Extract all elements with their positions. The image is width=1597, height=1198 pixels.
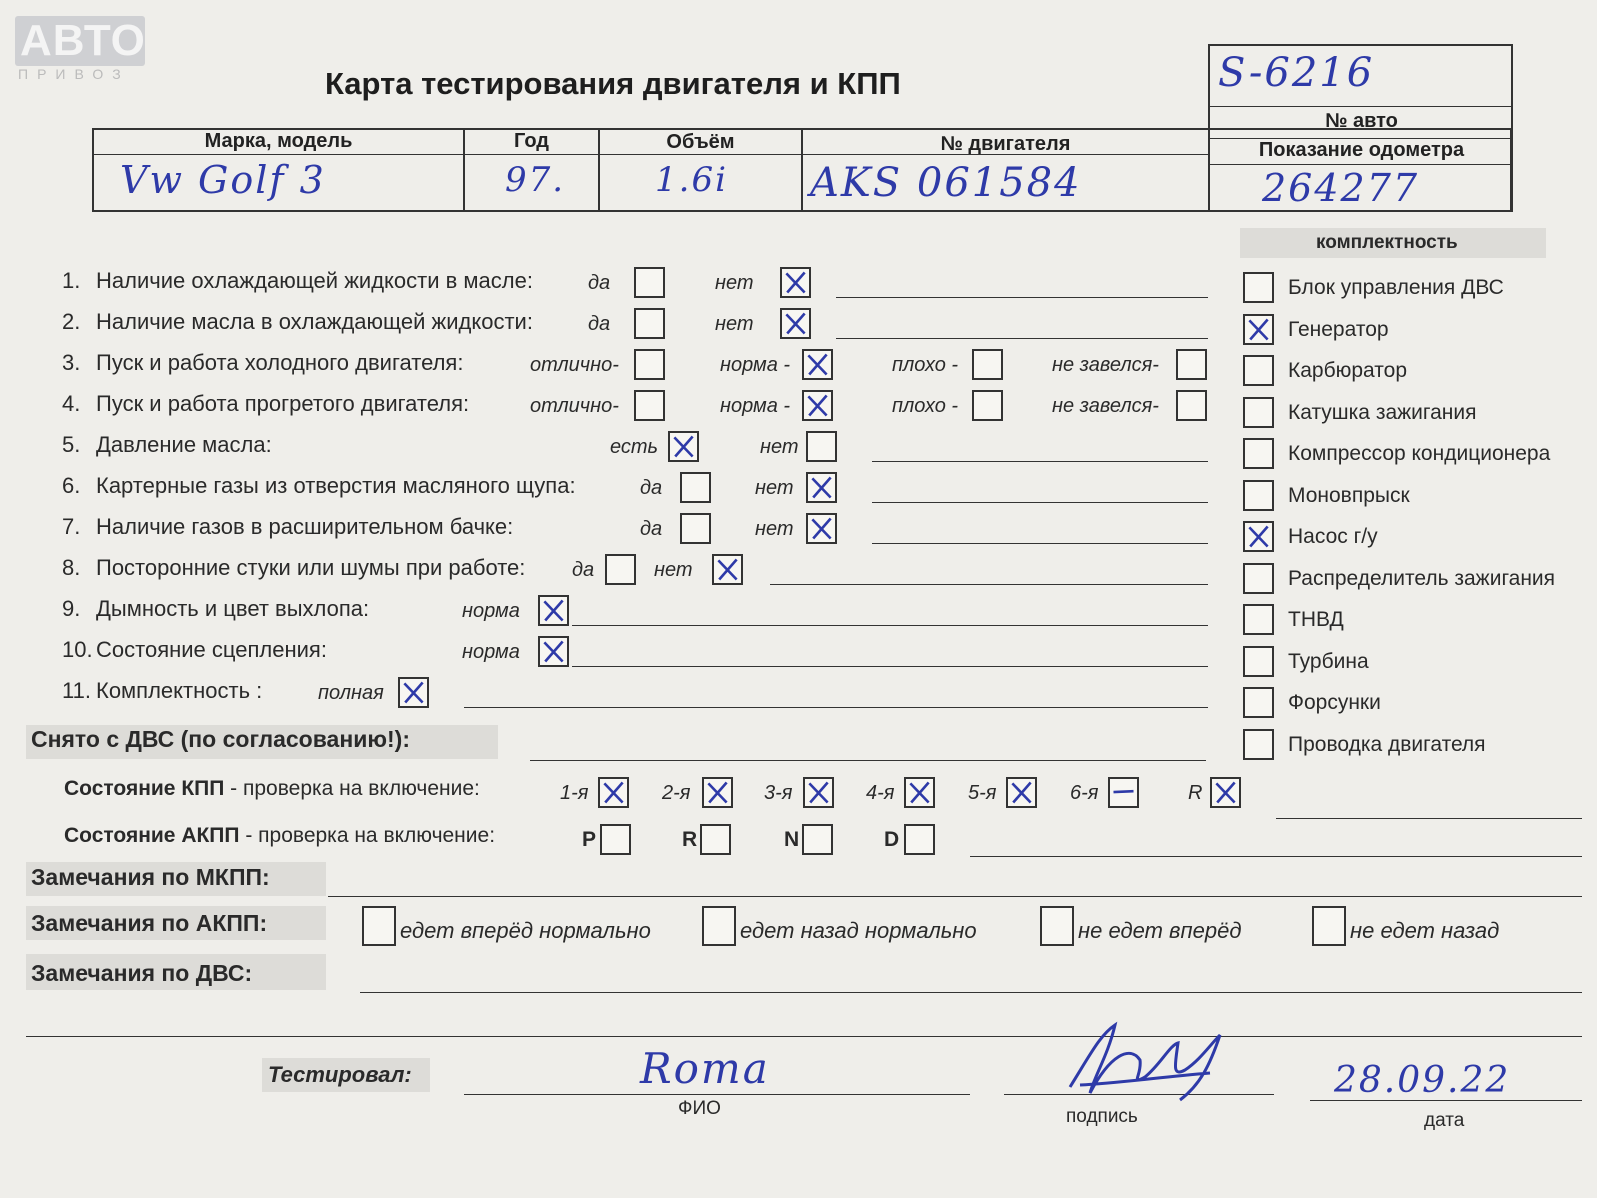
- completeness-checkbox[interactable]: [1243, 355, 1274, 386]
- option-checkbox[interactable]: [634, 308, 665, 339]
- option-checkbox[interactable]: [712, 554, 743, 585]
- completeness-checkbox[interactable]: [1243, 314, 1274, 345]
- option-label: отлично-: [530, 395, 619, 417]
- option-label: да: [572, 559, 595, 581]
- completeness-checkbox[interactable]: [1243, 480, 1274, 511]
- check-number: 3.: [62, 350, 81, 375]
- check-question: Комплектность :: [96, 678, 263, 703]
- akpp-remark-checkbox[interactable]: [1312, 906, 1346, 946]
- completeness-checkbox[interactable]: [1243, 521, 1274, 552]
- option-checkbox[interactable]: [634, 267, 665, 298]
- option-label: да: [588, 272, 611, 294]
- remarks-mkpp-label: Замечания по МКПП:: [31, 864, 270, 890]
- check-question: Картерные газы из отверстия масляного щупа:: [96, 473, 576, 498]
- tester-name: Roma: [640, 1044, 770, 1093]
- option-checkbox[interactable]: [538, 595, 569, 626]
- remarks-akpp-label: Замечания по АКПП:: [31, 910, 268, 936]
- gear-label: 1-я: [560, 782, 589, 804]
- option-label: не завелся-: [1052, 395, 1159, 417]
- completeness-checkbox[interactable]: [1243, 397, 1274, 428]
- sign-label: подпись: [1066, 1106, 1138, 1127]
- option-checkbox[interactable]: [972, 349, 1003, 380]
- gear-label: 5-я: [968, 782, 997, 804]
- gear-label: 2-я: [662, 782, 691, 804]
- header-col-model: Марка, модель: [204, 130, 353, 152]
- option-checkbox[interactable]: [780, 308, 811, 339]
- remarks-dvs-label: Замечания по ДВС:: [31, 960, 253, 986]
- option-checkbox[interactable]: [802, 349, 833, 380]
- gear-checkbox[interactable]: [598, 777, 629, 808]
- check-mark-icon: [808, 515, 835, 542]
- option-label: плохо -: [892, 354, 959, 376]
- check-question: Пуск и работа прогретого двигателя:: [96, 391, 470, 416]
- akpp-label-rest: - проверка на включение:: [239, 824, 496, 847]
- car-id-value: S-6216: [1218, 50, 1375, 96]
- check-mark-icon: [804, 351, 831, 378]
- completeness-item-label: Блок управления ДВС: [1288, 276, 1504, 299]
- page-title: Карта тестирования двигателя и КПП: [325, 66, 901, 101]
- check-mark-icon: [1245, 523, 1272, 550]
- option-label: нет: [715, 272, 754, 294]
- header-col-year: Год: [514, 130, 549, 152]
- completeness-item-label: Моновпрыск: [1288, 483, 1410, 507]
- check-number: 4.: [62, 391, 81, 416]
- gear-checkbox[interactable]: [1108, 777, 1139, 808]
- check-mark-icon: [670, 433, 697, 460]
- akpp-remark-checkbox[interactable]: [1040, 906, 1074, 946]
- date-label: дата: [1424, 1110, 1465, 1131]
- gear-label: R: [1188, 782, 1203, 804]
- check-number: 5.: [62, 432, 81, 457]
- odometer-value: 264277: [1262, 166, 1420, 210]
- kpp-label-rest: - проверка на включение:: [224, 777, 480, 800]
- completeness-checkbox[interactable]: [1243, 272, 1274, 303]
- completeness-checkbox[interactable]: [1243, 687, 1274, 718]
- car-id-label: № авто: [1325, 110, 1398, 132]
- option-label: плохо -: [892, 395, 959, 417]
- header-col-volume: Объём: [666, 131, 735, 153]
- completeness-item-label: Компрессор кондиционера: [1288, 442, 1551, 465]
- completeness-item-label: Насос г/у: [1288, 525, 1378, 548]
- option-label: нет: [755, 518, 794, 540]
- gear-label: 6-я: [1070, 782, 1099, 804]
- option-checkbox[interactable]: [802, 390, 833, 421]
- check-mark-icon: [540, 638, 567, 665]
- akpp-mode-checkbox[interactable]: [904, 824, 935, 855]
- check-question: Пуск и работа холодного двигателя:: [96, 350, 464, 375]
- option-label: норма -: [720, 354, 791, 376]
- completeness-item-label: Форсунки: [1288, 691, 1381, 714]
- kpp-label-bold: Состояние КПП: [64, 777, 225, 800]
- akpp-mode-checkbox[interactable]: [700, 824, 731, 855]
- option-label: нет: [654, 559, 693, 581]
- option-checkbox[interactable]: [1176, 390, 1207, 421]
- logo-subtext: ПРИВОЗ: [18, 66, 130, 82]
- option-checkbox[interactable]: [680, 472, 711, 503]
- akpp-remark-label: едет вперёд нормально: [400, 918, 651, 943]
- option-label: есть: [610, 436, 659, 458]
- check-question: Наличие масла в охлаждающей жидкости:: [96, 309, 533, 334]
- check-mark-icon: [714, 556, 741, 583]
- akpp-remark-label: едет назад нормально: [740, 918, 977, 943]
- volume-value: 1.6i: [655, 160, 728, 200]
- completeness-item-label: Катушка зажигания: [1288, 400, 1477, 424]
- option-label: да: [640, 477, 663, 499]
- option-label: да: [640, 518, 663, 540]
- option-checkbox[interactable]: [398, 677, 429, 708]
- option-checkbox[interactable]: [680, 513, 711, 544]
- removed-label: Снято с ДВС (по согласованию!):: [31, 726, 410, 752]
- option-checkbox[interactable]: [634, 349, 665, 380]
- name-label: ФИО: [678, 1098, 721, 1119]
- option-checkbox[interactable]: [806, 431, 837, 462]
- check-number: 11.: [62, 678, 91, 703]
- option-label: норма -: [720, 395, 791, 417]
- completeness-item-label: Проводка двигателя: [1288, 732, 1486, 756]
- option-checkbox[interactable]: [538, 636, 569, 667]
- header-col-engine: № двигателя: [940, 133, 1071, 155]
- check-number: 7.: [62, 514, 81, 539]
- check-mark-icon: [808, 474, 835, 501]
- check-number: 10.: [62, 637, 93, 662]
- akpp-remark-checkbox[interactable]: [362, 906, 396, 946]
- option-checkbox[interactable]: [605, 554, 636, 585]
- check-number: 9.: [62, 596, 81, 621]
- gear-checkbox[interactable]: [803, 777, 834, 808]
- gear-checkbox[interactable]: [1006, 777, 1037, 808]
- check-mark-icon: [1245, 316, 1272, 343]
- option-checkbox[interactable]: [634, 390, 665, 421]
- check-number: 2.: [62, 309, 81, 334]
- akpp-label: [64, 824, 495, 848]
- completeness-checkbox[interactable]: [1243, 563, 1274, 594]
- option-label: нет: [715, 313, 754, 335]
- akpp-mode-label: D: [884, 828, 900, 851]
- completeness-item-label: Генератор: [1288, 317, 1389, 341]
- option-label: да: [588, 313, 611, 335]
- check-mark-icon: [782, 269, 809, 296]
- completeness-item-label: ТНВД: [1288, 608, 1344, 631]
- option-checkbox[interactable]: [806, 513, 837, 544]
- check-mark-icon: [704, 779, 731, 806]
- option-label: норма: [462, 641, 520, 663]
- option-checkbox[interactable]: [972, 390, 1003, 421]
- akpp-mode-label: N: [784, 828, 800, 851]
- akpp-mode-label: R: [682, 828, 698, 851]
- option-checkbox[interactable]: [780, 267, 811, 298]
- check-mark-icon: [782, 310, 809, 337]
- completeness-checkbox[interactable]: [1243, 729, 1274, 760]
- check-number: 6.: [62, 473, 81, 498]
- check-question: Наличие охлаждающей жидкости в масле:: [96, 268, 533, 293]
- dash-mark-icon: [1110, 779, 1137, 806]
- completeness-title: комплектность: [1316, 232, 1458, 253]
- akpp-remark-checkbox[interactable]: [702, 906, 736, 946]
- check-mark-icon: [804, 392, 831, 419]
- engine-number-value: AKS 061584: [810, 160, 1082, 206]
- akpp-mode-label: P: [582, 828, 597, 851]
- gear-label: 4-я: [866, 782, 895, 804]
- akpp-mode-checkbox[interactable]: [802, 824, 833, 855]
- date-value: 28.09.22: [1334, 1060, 1511, 1101]
- option-label: норма: [462, 600, 520, 622]
- completeness-item-label: Карбюратор: [1288, 359, 1408, 382]
- year-value: 97.: [505, 160, 566, 200]
- model-value: Vw Golf 3: [120, 158, 326, 202]
- option-checkbox[interactable]: [668, 431, 699, 462]
- akpp-mode-checkbox[interactable]: [600, 824, 631, 855]
- odometer-label: Показание одометра: [1258, 139, 1465, 161]
- check-question: Дымность и цвет выхлопа:: [96, 596, 370, 621]
- completeness-checkbox[interactable]: [1243, 604, 1274, 635]
- check-mark-icon: [600, 779, 627, 806]
- gear-label: 3-я: [764, 782, 793, 804]
- check-number: 8.: [62, 555, 81, 580]
- akpp-remark-label: не едет вперёд: [1078, 918, 1242, 943]
- option-checkbox[interactable]: [1176, 349, 1207, 380]
- check-number: 1.: [62, 268, 81, 293]
- check-question: Состояние сцепления:: [96, 637, 327, 662]
- option-label: отлично-: [530, 354, 619, 376]
- completeness-item-label: Распределитель зажигания: [1288, 566, 1556, 590]
- check-question: Наличие газов в расширительном бачке:: [96, 514, 514, 539]
- akpp-label-bold: Состояние АКПП: [64, 824, 240, 847]
- option-label: полная: [318, 682, 384, 704]
- option-checkbox[interactable]: [806, 472, 837, 503]
- option-label: не завелся-: [1052, 354, 1159, 376]
- signature: [1060, 1015, 1240, 1115]
- kpp-label: [64, 777, 480, 801]
- logo-text: АВТО: [20, 16, 146, 65]
- completeness-checkbox[interactable]: [1243, 438, 1274, 469]
- gear-checkbox[interactable]: [904, 777, 935, 808]
- gear-checkbox[interactable]: [1210, 777, 1241, 808]
- check-mark-icon: [1008, 779, 1035, 806]
- check-mark-icon: [540, 597, 567, 624]
- completeness-checkbox[interactable]: [1243, 646, 1274, 677]
- check-mark-icon: [906, 779, 933, 806]
- akpp-remark-label: не едет назад: [1350, 918, 1500, 943]
- check-question: Давление масла:: [96, 432, 272, 457]
- tested-label: Тестировал:: [268, 1062, 412, 1087]
- check-mark-icon: [1212, 779, 1239, 806]
- option-label: нет: [755, 477, 794, 499]
- check-mark-icon: [400, 679, 427, 706]
- gear-checkbox[interactable]: [702, 777, 733, 808]
- check-question: Посторонние стуки или шумы при работе:: [96, 555, 526, 580]
- check-mark-icon: [805, 779, 832, 806]
- option-label: нет: [760, 436, 799, 458]
- completeness-item-label: Турбина: [1288, 649, 1369, 673]
